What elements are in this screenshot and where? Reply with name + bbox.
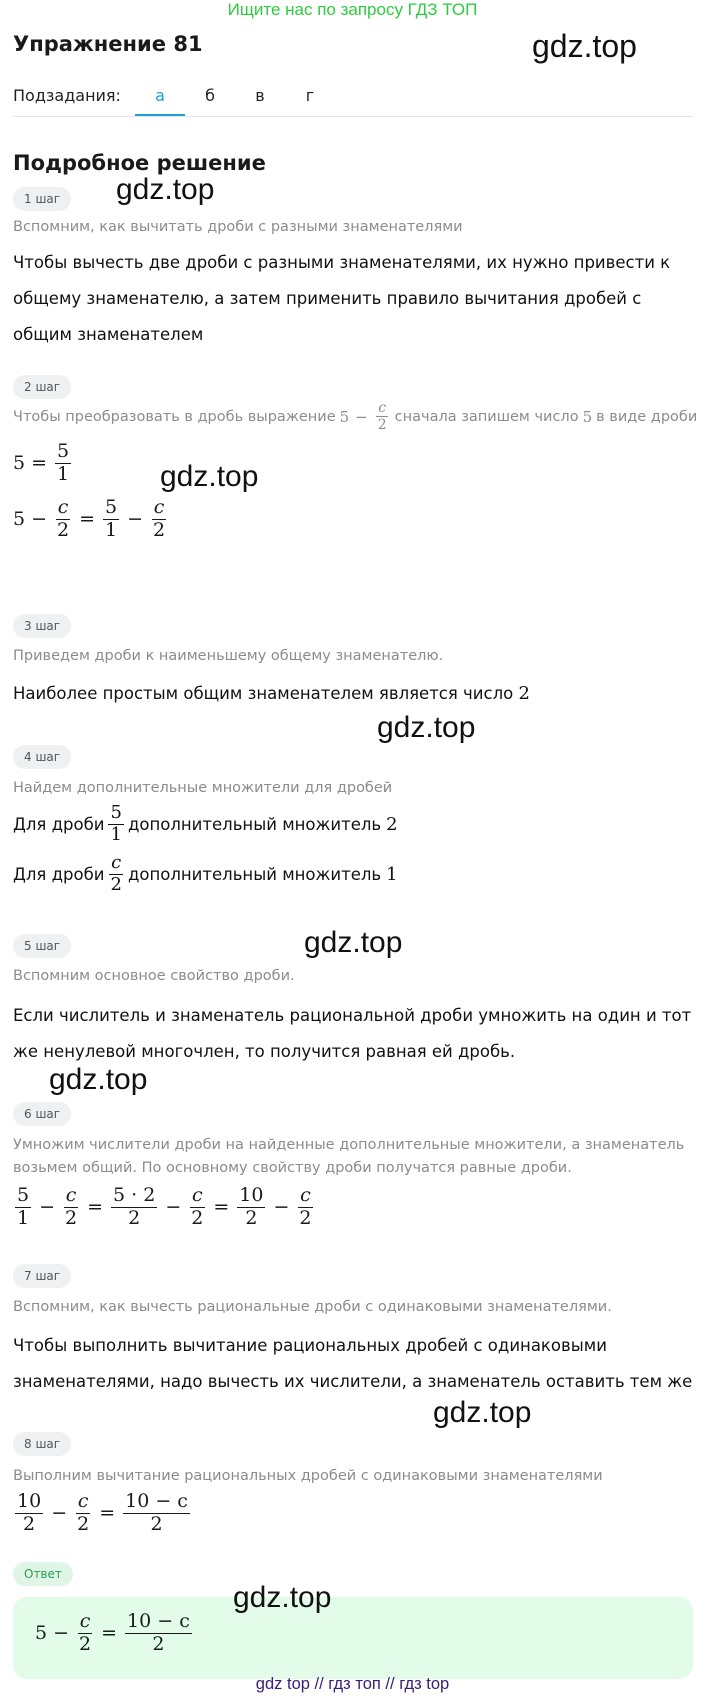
fraction-c-over-2: $\frac{c}{2}$ xyxy=(191,1184,204,1229)
step-3-text: Наиболее простым общим знаменателем является число 2 xyxy=(13,683,530,704)
minus-sign: − xyxy=(355,407,368,426)
fraction-c-over-2: $\frac{c}{2}$ xyxy=(79,1610,92,1655)
answer-equation: 5 − $\frac{c}{2}$ = $\frac{10 - c}{2}$ xyxy=(35,1610,190,1655)
watermark: gdz.top xyxy=(116,173,215,206)
footer-link-gdz-top-mixed[interactable]: гдз top xyxy=(399,1675,450,1693)
step-8-hint: Выполним вычитание рациональных дробей с одинаковыми знаменателями xyxy=(13,1468,603,1484)
page-title: Упражнение 81 xyxy=(13,32,203,56)
fraction-10-over-2: $\frac{10}{2}$ xyxy=(17,1490,42,1535)
footer-link-gdz-top-ru[interactable]: гдз топ xyxy=(328,1675,381,1693)
fraction-c-over-2: $\frac{c}{2}$ xyxy=(153,496,166,541)
fraction-c-over-2: $\frac{c}{2}$ xyxy=(110,852,122,895)
subtask-tabs xyxy=(135,84,335,116)
tab-v[interactable]: в xyxy=(255,86,265,105)
fraction-c-over-2: $\frac{c}{2}$ xyxy=(299,1184,312,1229)
fraction-5-over-1: $\frac{5}{1}$ xyxy=(57,440,70,485)
step-4-badge: 4 шаг xyxy=(13,745,71,769)
watermark: gdz.top xyxy=(433,1396,532,1429)
step-2-badge: 2 шаг xyxy=(13,375,71,399)
footer-separator: // xyxy=(385,1675,395,1693)
fraction-5x2-over-2: $\frac{5 \cdot 2}{2}$ xyxy=(113,1184,156,1229)
step-8-badge: 8 шаг xyxy=(13,1432,71,1456)
step-2-hint xyxy=(13,400,697,433)
fraction-10-minus-c-over-2: $\frac{10 - c}{2}$ xyxy=(127,1610,190,1655)
fraction-5-over-1: $\frac{5}{1}$ xyxy=(110,802,122,845)
watermark: gdz.top xyxy=(532,28,637,64)
tabs-divider xyxy=(13,116,693,117)
fraction-c-over-2: $\frac{c}{2}$ xyxy=(57,496,70,541)
step-7-text: Чтобы выполнить вычитание рациональных дробей с одинаковыми знаменателями, надо вычесть их числители, а знаменатель оставить тем же xyxy=(13,1336,693,1391)
step-5-hint: Вспомним основное свойство дроби. xyxy=(13,968,295,984)
step-2-hint-part-b: сначала запишем число xyxy=(394,408,579,425)
fraction-5-over-1: $\frac{5}{1}$ xyxy=(17,1184,30,1229)
solution-heading: Подробное решение xyxy=(13,151,266,175)
num-5: 5 xyxy=(339,407,350,426)
step-1-text: Чтобы вычесть две дроби с разными знаменателями, их нужно привести к общему знаменателю, а затем применить правило вычитания дробей с общим знаменателем xyxy=(13,253,671,344)
watermark: gdz.top xyxy=(233,1581,332,1614)
step-5-text: Если числитель и знаменатель рациональной дроби умножить на один и тот же ненулевой многочлен, то получится равная ей дробь. xyxy=(13,1006,692,1061)
watermark: gdz.top xyxy=(49,1063,148,1096)
step-3-hint: Приведем дроби к наименьшему общему знаменателю. xyxy=(13,648,444,664)
fraction-10-minus-c-over-2: $\frac{10 - c}{2}$ xyxy=(125,1490,188,1535)
step-7-badge: 7 шаг xyxy=(13,1264,71,1288)
step-3-badge: 3 шаг xyxy=(13,614,71,638)
step-6-hint: Умножим числители дроби на найденные дополнительные множители, а знаменатель возьмем общий. По основному свойству дроби получатся равные дроби. xyxy=(13,1137,685,1176)
footer-link-gdz-top[interactable]: gdz top xyxy=(255,1675,310,1693)
step-7-hint: Вспомним, как вычесть рациональные дроби с одинаковыми знаменателями. xyxy=(13,1299,612,1315)
equation-step-2: 5 − $\frac{c}{2}$ = $\frac{5}{1}$ − $\frac{c}{2}$ xyxy=(13,496,166,541)
fraction-c-over-2: $\frac{c}{2}$ xyxy=(77,1490,90,1535)
step-1-hint: Вспомним, как вычитать дроби с разными знаменателями xyxy=(13,219,463,235)
step-4-line-2: Для дроби $\frac{c}{2}$ дополнительный множитель 1 xyxy=(13,852,398,895)
step-4-line-1: Для дроби $\frac{5}{1}$ дополнительный множитель 2 xyxy=(13,802,398,845)
step-6-badge: 6 шаг xyxy=(13,1102,71,1126)
step-4-hint: Найдем дополнительные множители для дробей xyxy=(13,780,393,796)
watermark: gdz.top xyxy=(304,926,403,959)
tab-g[interactable]: г xyxy=(305,86,315,105)
search-banner: Ищите нас по запросу ГДЗ ТОП xyxy=(227,0,478,19)
fraction-c-over-2: $\frac{c}{2}$ xyxy=(65,1184,78,1229)
step-1-badge: 1 шаг xyxy=(13,187,71,211)
tab-b[interactable]: б xyxy=(205,86,215,105)
fraction-5-over-1: $\frac{5}{1}$ xyxy=(105,496,118,541)
step-5-badge: 5 шаг xyxy=(13,934,71,958)
footer-separator: // xyxy=(314,1675,324,1693)
tab-a[interactable]: а xyxy=(135,84,185,116)
equation-5-eq-5-over-1: 5 = $\frac{5}{1}$ xyxy=(13,440,70,485)
equation-step-8: $\frac{10}{2}$ − $\frac{c}{2}$ = $\frac{10 - c}{2}$ xyxy=(17,1490,188,1535)
equation-step-6: $\frac{5}{1}$ − $\frac{c}{2}$ = $\frac{5 \cdot 2}{2}$ − $\frac{c}{2}$ = $\frac{10}{2}$ − $\frac{c}{2}$ xyxy=(17,1184,312,1229)
answer-badge: Ответ xyxy=(13,1562,73,1586)
footer-links xyxy=(0,1675,705,1694)
watermark: gdz.top xyxy=(377,711,476,744)
step-2-hint-part-a: Чтобы преобразовать в дробь выражение xyxy=(13,408,336,425)
watermark: gdz.top xyxy=(160,460,259,493)
fraction-10-over-2: $\frac{10}{2}$ xyxy=(239,1184,264,1229)
fraction-c-over-2: $\frac{c}{2}$ xyxy=(377,400,387,434)
step-2-hint-expr xyxy=(340,400,391,433)
step-2-hint-part-c: в виде дроби xyxy=(596,408,698,425)
subtasks-label: Подзадания: xyxy=(13,86,121,105)
num-5: 5 xyxy=(582,407,593,426)
